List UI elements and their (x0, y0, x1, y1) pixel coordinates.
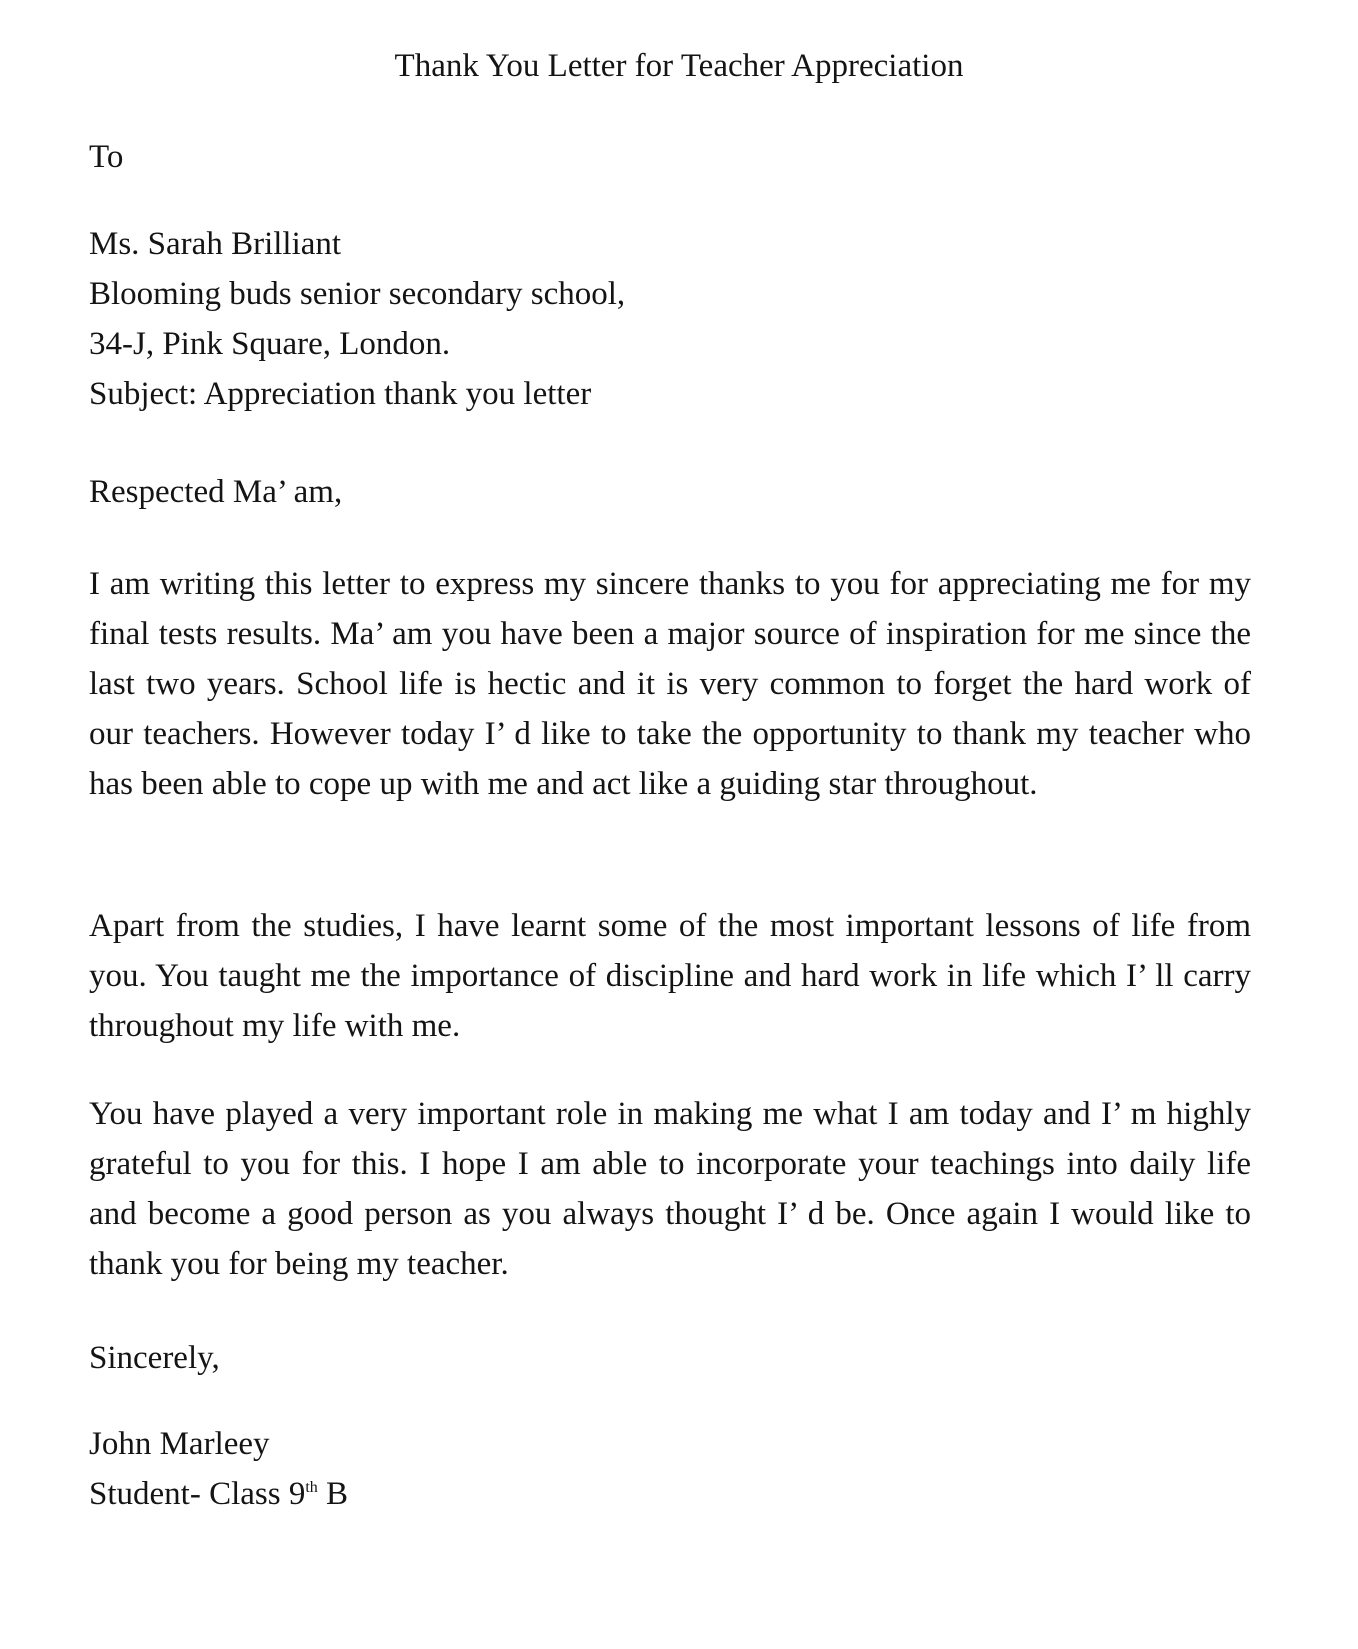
signature-block (89, 1419, 1251, 1519)
recipient-address: 34-J, Pink Square, London. (89, 326, 451, 362)
body-paragraph-1: I am writing this letter to express my sincere thanks to you for appreciating me for my final tests results. Ma’ am you have been a major source of inspiration for me since the last two years. School life is hectic and it is very common to forget the hard work of our teachers. However today I’ d like to take the opportunity to thank my teacher who has been able to cope up with me and act like a guiding star throughout. (89, 566, 1251, 802)
body-paragraph-2: Apart from the studies, I have learnt some of the most important lessons of life from you. You taught me the importance of discipline and hard work in life which I’ ll carry throughout my life with me. (89, 908, 1251, 1044)
closing-block (89, 1333, 1251, 1383)
recipient-name: Ms. Sarah Brilliant (89, 226, 342, 262)
recipient-address-block (89, 219, 1251, 419)
letter-subject: Subject: Appreciation thank you letter (89, 376, 592, 412)
salutation-block (89, 467, 1251, 517)
to-label-block (89, 132, 1251, 182)
salutation: Respected Ma’ am, (89, 474, 343, 510)
sender-class-section: B (317, 1476, 349, 1512)
sender-class (89, 1469, 1251, 1519)
sender-class-ordinal: th (305, 1479, 318, 1496)
sender-name: John Marleey (89, 1426, 270, 1462)
closing: Sincerely, (89, 1340, 220, 1376)
to-label: To (89, 139, 124, 175)
sender-class-prefix: Student- Class 9 (89, 1476, 306, 1512)
letter-title: Thank You Letter for Teacher Appreciation (394, 48, 964, 84)
recipient-school: Blooming buds senior secondary school, (89, 276, 626, 312)
body-paragraph-3: You have played a very important role in making me what I am today and I’ m highly grateful to you for this. I hope I am able to incorporate your teachings into daily life and become a good person as you always thought I’ d be. Once again I would like to thank you for being my teacher. (89, 1096, 1251, 1282)
